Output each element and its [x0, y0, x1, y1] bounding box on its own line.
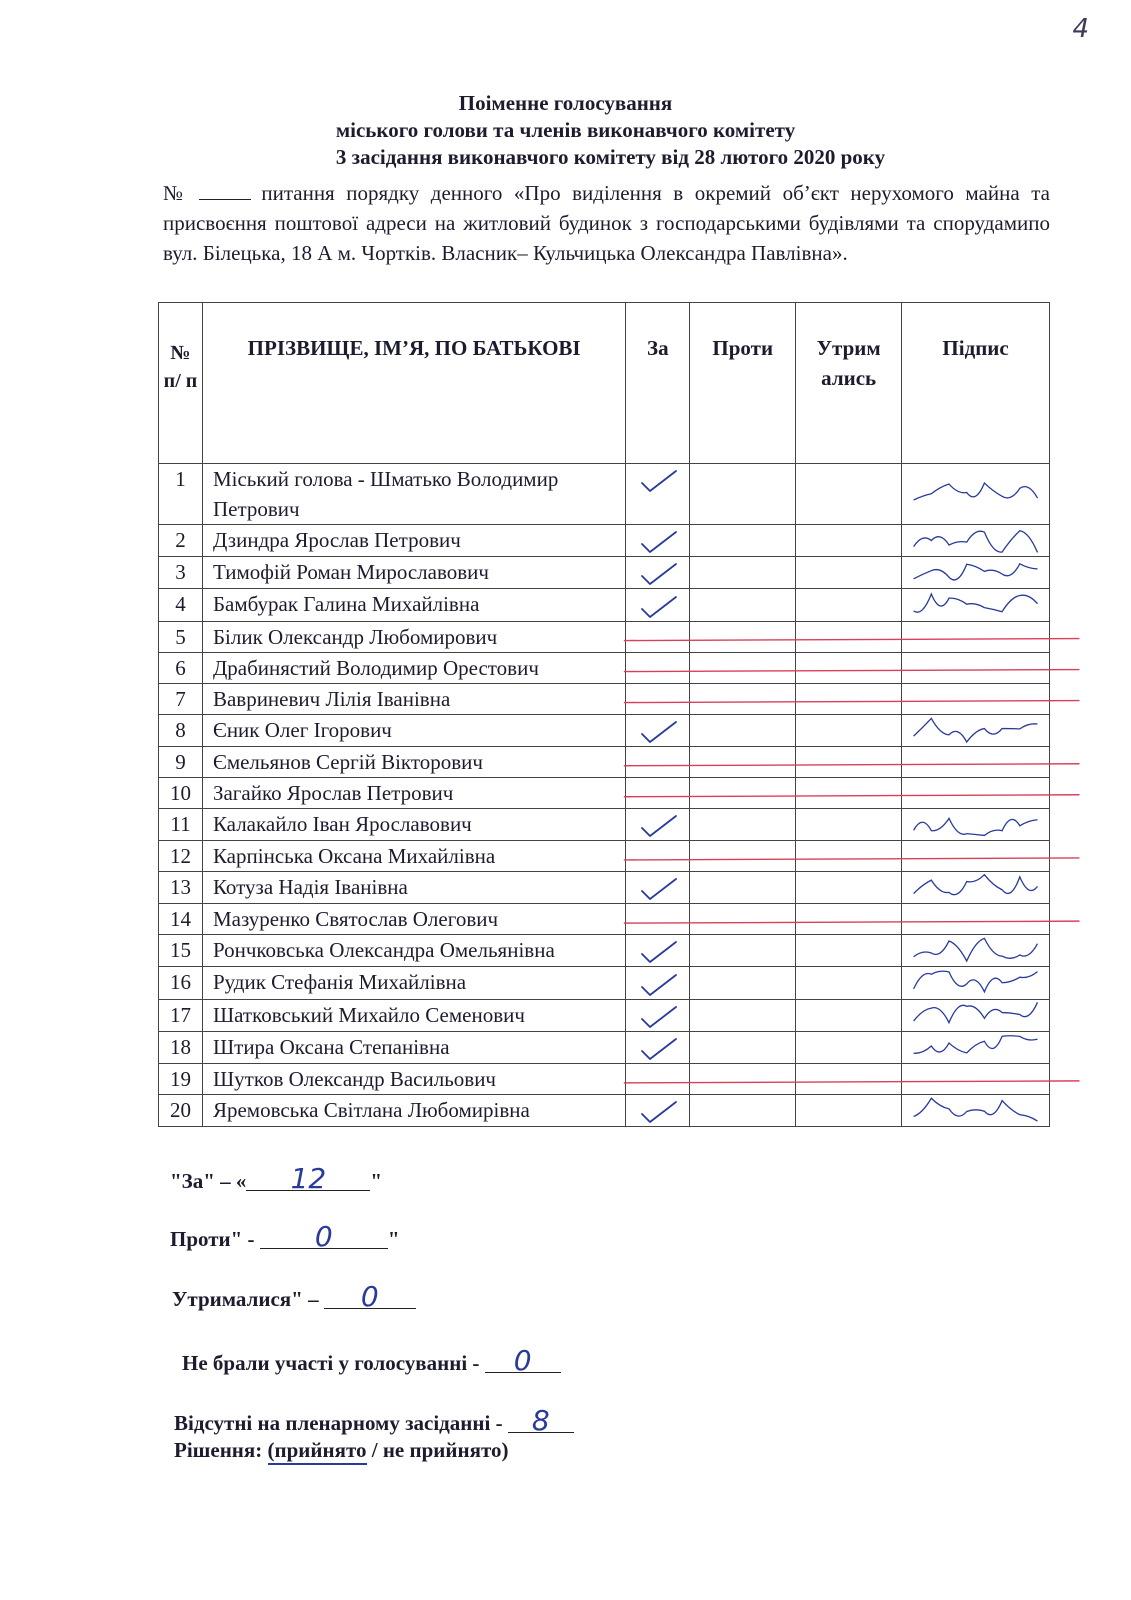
- vote-against-cell: [690, 714, 796, 746]
- summary-against-label: Проти" -: [170, 1227, 260, 1251]
- vote-abstained-cell: [796, 464, 902, 525]
- roll-call-table: [158, 302, 1050, 1127]
- row-number: 13: [159, 871, 203, 903]
- member-name: Єник Олег Ігорович: [202, 714, 625, 746]
- checkmark-icon: [636, 812, 680, 840]
- signature-cell: [902, 904, 1050, 935]
- vote-abstained-cell: [796, 1063, 902, 1094]
- header-for: За: [626, 303, 690, 464]
- table-row: [159, 557, 1050, 589]
- vote-against-cell: [690, 589, 796, 621]
- row-number: 12: [159, 840, 203, 871]
- table-row: [159, 525, 1050, 557]
- table-row: [159, 1031, 1050, 1063]
- table-row: [159, 935, 1050, 967]
- vote-abstained-cell: [796, 557, 902, 589]
- checkmark-icon: [636, 593, 680, 621]
- document-title: [0, 90, 1131, 171]
- member-name: Бамбурак Галина Михайлівна: [202, 589, 625, 621]
- vote-abstained-cell: [796, 1031, 902, 1063]
- vote-abstained-cell: [796, 589, 902, 621]
- summary-abstained: [172, 1280, 416, 1313]
- decision-accepted-underlined: [268, 1438, 367, 1465]
- vote-abstained-cell: [796, 904, 902, 935]
- vote-for-cell: [626, 557, 690, 589]
- summary-against: [170, 1220, 400, 1253]
- agenda-question: [163, 178, 1050, 268]
- vote-against-cell: [690, 967, 796, 999]
- member-name: Мазуренко Святослав Олегович: [202, 904, 625, 935]
- vote-for-cell: [626, 589, 690, 621]
- vote-for-cell: [626, 904, 690, 935]
- summary-against-value: 0: [260, 1226, 388, 1249]
- row-number: 1: [159, 464, 203, 525]
- row-number: 8: [159, 714, 203, 746]
- signature-cell: [902, 777, 1050, 808]
- row-number: 7: [159, 683, 203, 714]
- member-name: Тимофій Роман Мирославович: [202, 557, 625, 589]
- vote-against-cell: [690, 525, 796, 557]
- checkmark-icon: [636, 718, 680, 746]
- vote-abstained-cell: [796, 935, 902, 967]
- checkmark-icon: [636, 560, 680, 588]
- question-number-prefix: №: [163, 181, 190, 205]
- table-body: [159, 464, 1050, 1127]
- vote-against-cell: [690, 840, 796, 871]
- row-number: 18: [159, 1031, 203, 1063]
- summary-absent-value: 8: [508, 1410, 574, 1433]
- member-name: Вавриневич Лілія Іванівна: [202, 683, 625, 714]
- row-number: 20: [159, 1094, 203, 1126]
- vote-for-cell: [626, 935, 690, 967]
- signature-cell: [902, 1031, 1050, 1063]
- header-name: ПРІЗВИЩЕ, ІМ’Я, ПО БАТЬКОВІ: [202, 303, 625, 464]
- member-name: Штира Оксана Степанівна: [202, 1031, 625, 1063]
- table-row: [159, 589, 1050, 621]
- member-name: Карпінська Оксана Михайлівна: [202, 840, 625, 871]
- header-against: Проти: [690, 303, 796, 464]
- signature-cell: [902, 652, 1050, 683]
- checkmark-icon: [636, 1035, 680, 1063]
- decision-rest: / не прийнято): [366, 1438, 509, 1462]
- member-name: Білик Олександр Любомирович: [202, 621, 625, 652]
- member-name: Яремовська Світлана Любомирівна: [202, 1094, 625, 1126]
- signature-cell: [902, 871, 1050, 903]
- checkmark-icon: [636, 467, 680, 495]
- row-number: 4: [159, 589, 203, 621]
- member-name: Рудик Стефанія Михайлівна: [202, 967, 625, 999]
- vote-against-cell: [690, 777, 796, 808]
- checkmark-icon: [636, 938, 680, 966]
- table-row: [159, 746, 1050, 777]
- checkmark-icon: [636, 1098, 680, 1126]
- vote-against-cell: [690, 1094, 796, 1126]
- table-row: [159, 777, 1050, 808]
- row-number: 10: [159, 777, 203, 808]
- vote-abstained-cell: [796, 777, 902, 808]
- vote-for-cell: [626, 840, 690, 871]
- question-number-blank: [199, 183, 251, 200]
- summary-abstained-value: 0: [324, 1286, 416, 1309]
- summary-for-value: 12: [246, 1168, 370, 1191]
- row-number: 11: [159, 808, 203, 840]
- vote-for-cell: [626, 714, 690, 746]
- row-number: 16: [159, 967, 203, 999]
- vote-against-cell: [690, 683, 796, 714]
- row-number: 19: [159, 1063, 203, 1094]
- vote-against-cell: [690, 871, 796, 903]
- signature-cell: [902, 935, 1050, 967]
- vote-abstained-cell: [796, 621, 902, 652]
- header-number: № п/ п: [159, 303, 203, 464]
- signature-cell: [902, 1063, 1050, 1094]
- table-row: [159, 652, 1050, 683]
- header-abstained: Утрим ались: [796, 303, 902, 464]
- vote-for-cell: [626, 1094, 690, 1126]
- summary-not-voted-label: Не брали участі у голосуванні -: [182, 1351, 485, 1375]
- title-line-1: Поіменне голосування: [458, 91, 673, 115]
- summary-abstained-label: Утрималися" –: [172, 1287, 324, 1311]
- vote-against-cell: [690, 1031, 796, 1063]
- row-number: 5: [159, 621, 203, 652]
- row-number: 6: [159, 652, 203, 683]
- vote-against-cell: [690, 746, 796, 777]
- vote-abstained-cell: [796, 746, 902, 777]
- summary-decision: [174, 1438, 508, 1463]
- vote-abstained-cell: [796, 525, 902, 557]
- row-number: 2: [159, 525, 203, 557]
- vote-for-cell: [626, 652, 690, 683]
- vote-abstained-cell: [796, 683, 902, 714]
- summary-absent: [174, 1404, 574, 1437]
- checkmark-icon: [636, 528, 680, 556]
- summary-for-label: "За" – «: [170, 1169, 247, 1193]
- summary-for: [170, 1162, 383, 1195]
- vote-against-cell: [690, 652, 796, 683]
- member-name: Міський голова - Шматько Володимир Петрович: [202, 464, 625, 525]
- vote-abstained-cell: [796, 652, 902, 683]
- checkmark-icon: [636, 1003, 680, 1031]
- vote-for-cell: [626, 999, 690, 1031]
- signature-cell: [902, 589, 1050, 621]
- member-name: Ємельянов Сергій Вікторович: [202, 746, 625, 777]
- signature-cell: [902, 683, 1050, 714]
- vote-against-cell: [690, 557, 796, 589]
- summary-against-close: ": [387, 1227, 400, 1251]
- signature-cell: [902, 525, 1050, 557]
- signature-cell: [902, 557, 1050, 589]
- signature-cell: [902, 1094, 1050, 1126]
- signature-cell: [902, 967, 1050, 999]
- table-row: [159, 840, 1050, 871]
- table-row: [159, 714, 1050, 746]
- vote-against-cell: [690, 1063, 796, 1094]
- vote-for-cell: [626, 967, 690, 999]
- table-row: [159, 904, 1050, 935]
- vote-for-cell: [626, 777, 690, 808]
- row-number: 17: [159, 999, 203, 1031]
- summary-not-voted: [182, 1344, 561, 1377]
- table-row: [159, 1094, 1050, 1126]
- title-line-3: 3 засідання виконавчого комітету від 28 лютого 2020 року: [335, 145, 886, 169]
- decision-label: Рішення:: [174, 1438, 268, 1462]
- table-row: [159, 621, 1050, 652]
- vote-for-cell: [626, 808, 690, 840]
- page-number: 4: [1072, 14, 1089, 44]
- row-number: 14: [159, 904, 203, 935]
- vote-for-cell: [626, 464, 690, 525]
- signature-cell: [902, 621, 1050, 652]
- vote-abstained-cell: [796, 808, 902, 840]
- decision-accepted: прийнято: [274, 1438, 367, 1462]
- summary-for-close: ": [370, 1169, 383, 1193]
- vote-abstained-cell: [796, 967, 902, 999]
- table-header-row: [159, 303, 1050, 464]
- checkmark-icon: [636, 971, 680, 999]
- table-row: [159, 464, 1050, 525]
- vote-against-cell: [690, 621, 796, 652]
- signature-cell: [902, 840, 1050, 871]
- summary-not-voted-value: 0: [485, 1350, 561, 1373]
- table-row: [159, 808, 1050, 840]
- vote-abstained-cell: [796, 1094, 902, 1126]
- table-row: [159, 1063, 1050, 1094]
- member-name: Драбинястий Володимир Орестович: [202, 652, 625, 683]
- member-name: Калакайло Іван Ярославович: [202, 808, 625, 840]
- vote-against-cell: [690, 999, 796, 1031]
- vote-abstained-cell: [796, 714, 902, 746]
- vote-for-cell: [626, 1031, 690, 1063]
- vote-abstained-cell: [796, 871, 902, 903]
- table-row: [159, 999, 1050, 1031]
- vote-for-cell: [626, 525, 690, 557]
- member-name: Дзиндра Ярослав Петрович: [202, 525, 625, 557]
- vote-abstained-cell: [796, 999, 902, 1031]
- vote-abstained-cell: [796, 840, 902, 871]
- vote-for-cell: [626, 871, 690, 903]
- table-row: [159, 871, 1050, 903]
- vote-for-cell: [626, 621, 690, 652]
- vote-against-cell: [690, 904, 796, 935]
- member-name: Загайко Ярослав Петрович: [202, 777, 625, 808]
- signature-cell: [902, 999, 1050, 1031]
- vote-against-cell: [690, 935, 796, 967]
- vote-for-cell: [626, 746, 690, 777]
- vote-against-cell: [690, 464, 796, 525]
- signature-cell: [902, 808, 1050, 840]
- vote-for-cell: [626, 683, 690, 714]
- row-number: 9: [159, 746, 203, 777]
- table-row: [159, 683, 1050, 714]
- title-line-2: міського голови та членів виконавчого комітету: [335, 118, 796, 142]
- member-name: Котуза Надія Іванівна: [202, 871, 625, 903]
- signature-cell: [902, 714, 1050, 746]
- row-number: 15: [159, 935, 203, 967]
- decision-open: (: [267, 1438, 275, 1462]
- vote-for-cell: [626, 1063, 690, 1094]
- table-row: [159, 967, 1050, 999]
- checkmark-icon: [636, 875, 680, 903]
- header-signature: Підпис: [902, 303, 1050, 464]
- signature-cell: [902, 464, 1050, 525]
- row-number: 3: [159, 557, 203, 589]
- question-text: питання порядку денного «Про виділення в окремий об’єкт нерухомого майна та присвоєння поштової адреси на житловий будинок з господарськими будівлями та спорудамипо вул. Білецька, 18 А м. Чортків. Власник– Кульчицька Олександра Павлівна».: [163, 181, 1050, 265]
- vote-against-cell: [690, 808, 796, 840]
- member-name: Шатковський Михайло Семенович: [202, 999, 625, 1031]
- signature-cell: [902, 746, 1050, 777]
- member-name: Рончковська Олександра Омельянівна: [202, 935, 625, 967]
- member-name: Шутков Олександр Васильович: [202, 1063, 625, 1094]
- summary-absent-label: Відсутні на пленарному засіданні -: [174, 1411, 508, 1435]
